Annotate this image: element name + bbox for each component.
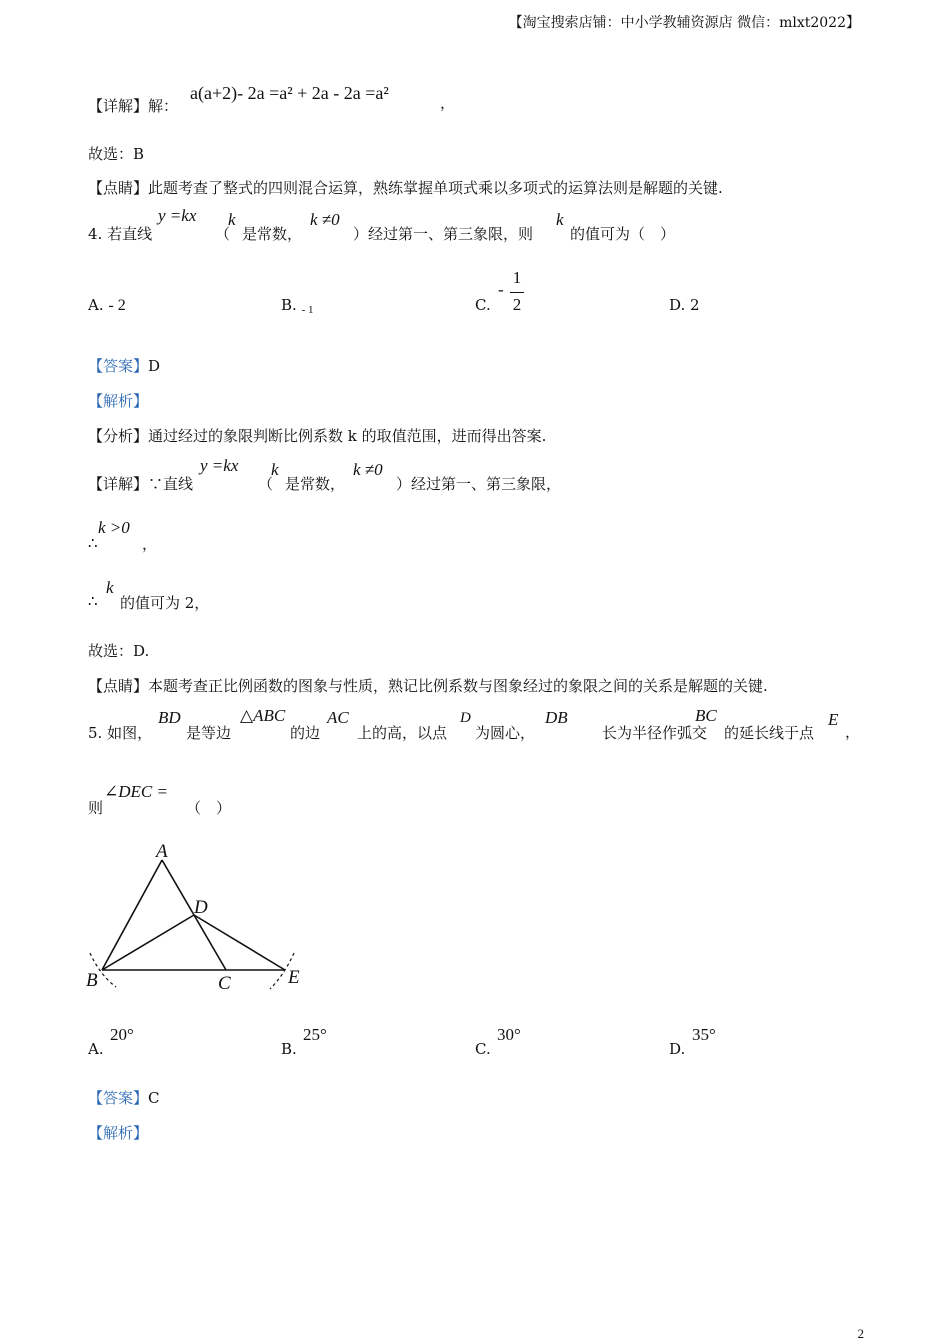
segment-de [194,915,285,970]
q4-detail-k-ne-0: k ≠0 [353,460,383,479]
label-e: E [288,967,300,988]
q5-option-b-value: 25° [303,1025,327,1044]
q5-answer-value: C [148,1089,160,1107]
q4-detail-after: ）经过第一、第三象限， [396,475,562,493]
q3-detail-label: 【详解】解： [88,97,179,115]
q4-answer-label: 【答案】 [88,357,149,375]
q4-detail-prefix: 【详解】∵直线 [88,475,194,493]
q5-option-a-label: A. [88,1040,104,1058]
label-d: D [194,897,208,918]
q4-option-c-denominator: 2 [512,295,522,314]
q4-option-c-label: C. [475,296,491,314]
q5-BC: BC [695,706,717,725]
q5-is-equilateral: 是等边 [186,724,232,742]
q4-detail-paren: （ [258,475,274,493]
q4-option-d-label: D. [669,296,686,314]
q5-radius-text: 长为半径作弧交 [602,724,708,742]
q3-equation [190,83,389,104]
q4-answer-value: D [148,357,161,375]
q4-after: ）经过第一、第三象限，则 [353,225,534,243]
q4-detail-y-kx: y =kx [200,456,239,475]
q5-option-b-label: B. [281,1040,297,1058]
q4-option-c-fraction-bar [510,292,524,293]
q3-comma: ， [440,94,456,112]
q5-analysis-label: 【解析】 [88,1124,149,1142]
q4-k2: k [556,210,564,229]
q4-therefore-comma: ， [142,535,158,553]
q5-option-a-value: 20° [110,1025,134,1044]
q4-option-d-value: 2 [690,296,700,314]
q4-is-const: 是常数， [242,225,303,243]
page-number: 2 [857,1326,864,1341]
q5-option-d-label: D. [669,1040,686,1058]
label-a: A [156,841,168,862]
q5-answer-label: 【答案】 [88,1089,149,1107]
q5-option-d-value: 35° [692,1025,716,1044]
q3-choice: 故选：B [88,145,145,163]
q5-angle: ∠DEC = [104,782,168,801]
q4-detail-is-const: 是常数， [285,475,346,493]
segment-bd [102,915,194,970]
q4-k-value-text: 的值可为 2， [120,594,210,612]
q3-equation-text: a(a+2)- 2a =a² + 2a - 2a =a² [190,83,389,103]
q4-answer [88,355,160,376]
q4-option-a-value: - 2 [108,297,126,314]
q5-center-text: 为圆心， [475,724,536,742]
q5-then: 则 [88,799,104,817]
q4-analysis-label: 【解析】 [88,392,149,410]
q4-number: 4. 若直线 [88,225,153,243]
q4-analysis: 【分析】通过经过的象限判断比例系数 k 的取值范围，进而得出答案. [88,427,547,445]
q4-option-c-numerator: 1 [512,268,522,287]
q5-option-c-label: C. [475,1040,491,1058]
q5-BD: BD [158,708,181,727]
q4-option-a-label: A. [88,296,104,314]
segment-ab [102,860,162,970]
q4-option-a [88,296,126,315]
q5-AC: AC [327,708,349,727]
q5-number: 5. 如图， [88,724,153,742]
q5-ext-text: 的延长线于点 [724,724,815,742]
q4-y-kx: y =kx [158,206,197,225]
q4-comment: 【点睛】本题考查正比例函数的图象与性质，熟记比例系数与图象经过的象限之间的关系是解题的关键. [88,677,768,695]
label-b: B [86,970,98,991]
q4-option-c-sign: - [498,280,504,299]
q4-paren-open: （ [215,225,231,243]
q4-therefore-2: ∴ [88,592,98,610]
page-header: 【淘宝搜索店铺：中小学教辅资源店 微信：mlxt2022】 [508,15,860,31]
q5-paren: （ ） [186,799,232,817]
q5-E: E [828,710,839,729]
q5-option-c-value: 30° [497,1025,521,1044]
q5-ABC: △ABC [240,706,286,725]
q4-therefore-k: k [106,578,114,597]
q4-k-gt-0: k >0 [98,518,130,537]
q4-option-b-value: - 1 [301,304,314,316]
q4-k-ne-0: k ≠0 [310,210,340,229]
label-c: C [218,973,231,994]
q4-option-b-label: B. [281,296,297,314]
q3-comment: 【点睛】此题考查了整式的四则混合运算，熟练掌握单项式乘以多项式的运算法则是解题的关键. [88,179,723,197]
q5-answer [88,1087,160,1108]
q5-DB: DB [545,708,568,727]
q5-of-side: 的边 [290,724,321,742]
q5-D: D [460,710,471,726]
q4-option-b [281,296,314,314]
q4-k: k [228,210,236,229]
q5-figure [80,835,320,1000]
q4-therefore-1: ∴ [88,534,98,552]
q4-value-text: 的值可为（ ） [570,225,676,243]
q4-option-d [669,296,700,314]
q4-choice: 故选：D. [88,642,150,660]
q4-detail-k: k [271,460,279,479]
q5-height-text: 上的高，以点 [357,724,448,742]
q5-end-comma: ， [845,723,861,741]
